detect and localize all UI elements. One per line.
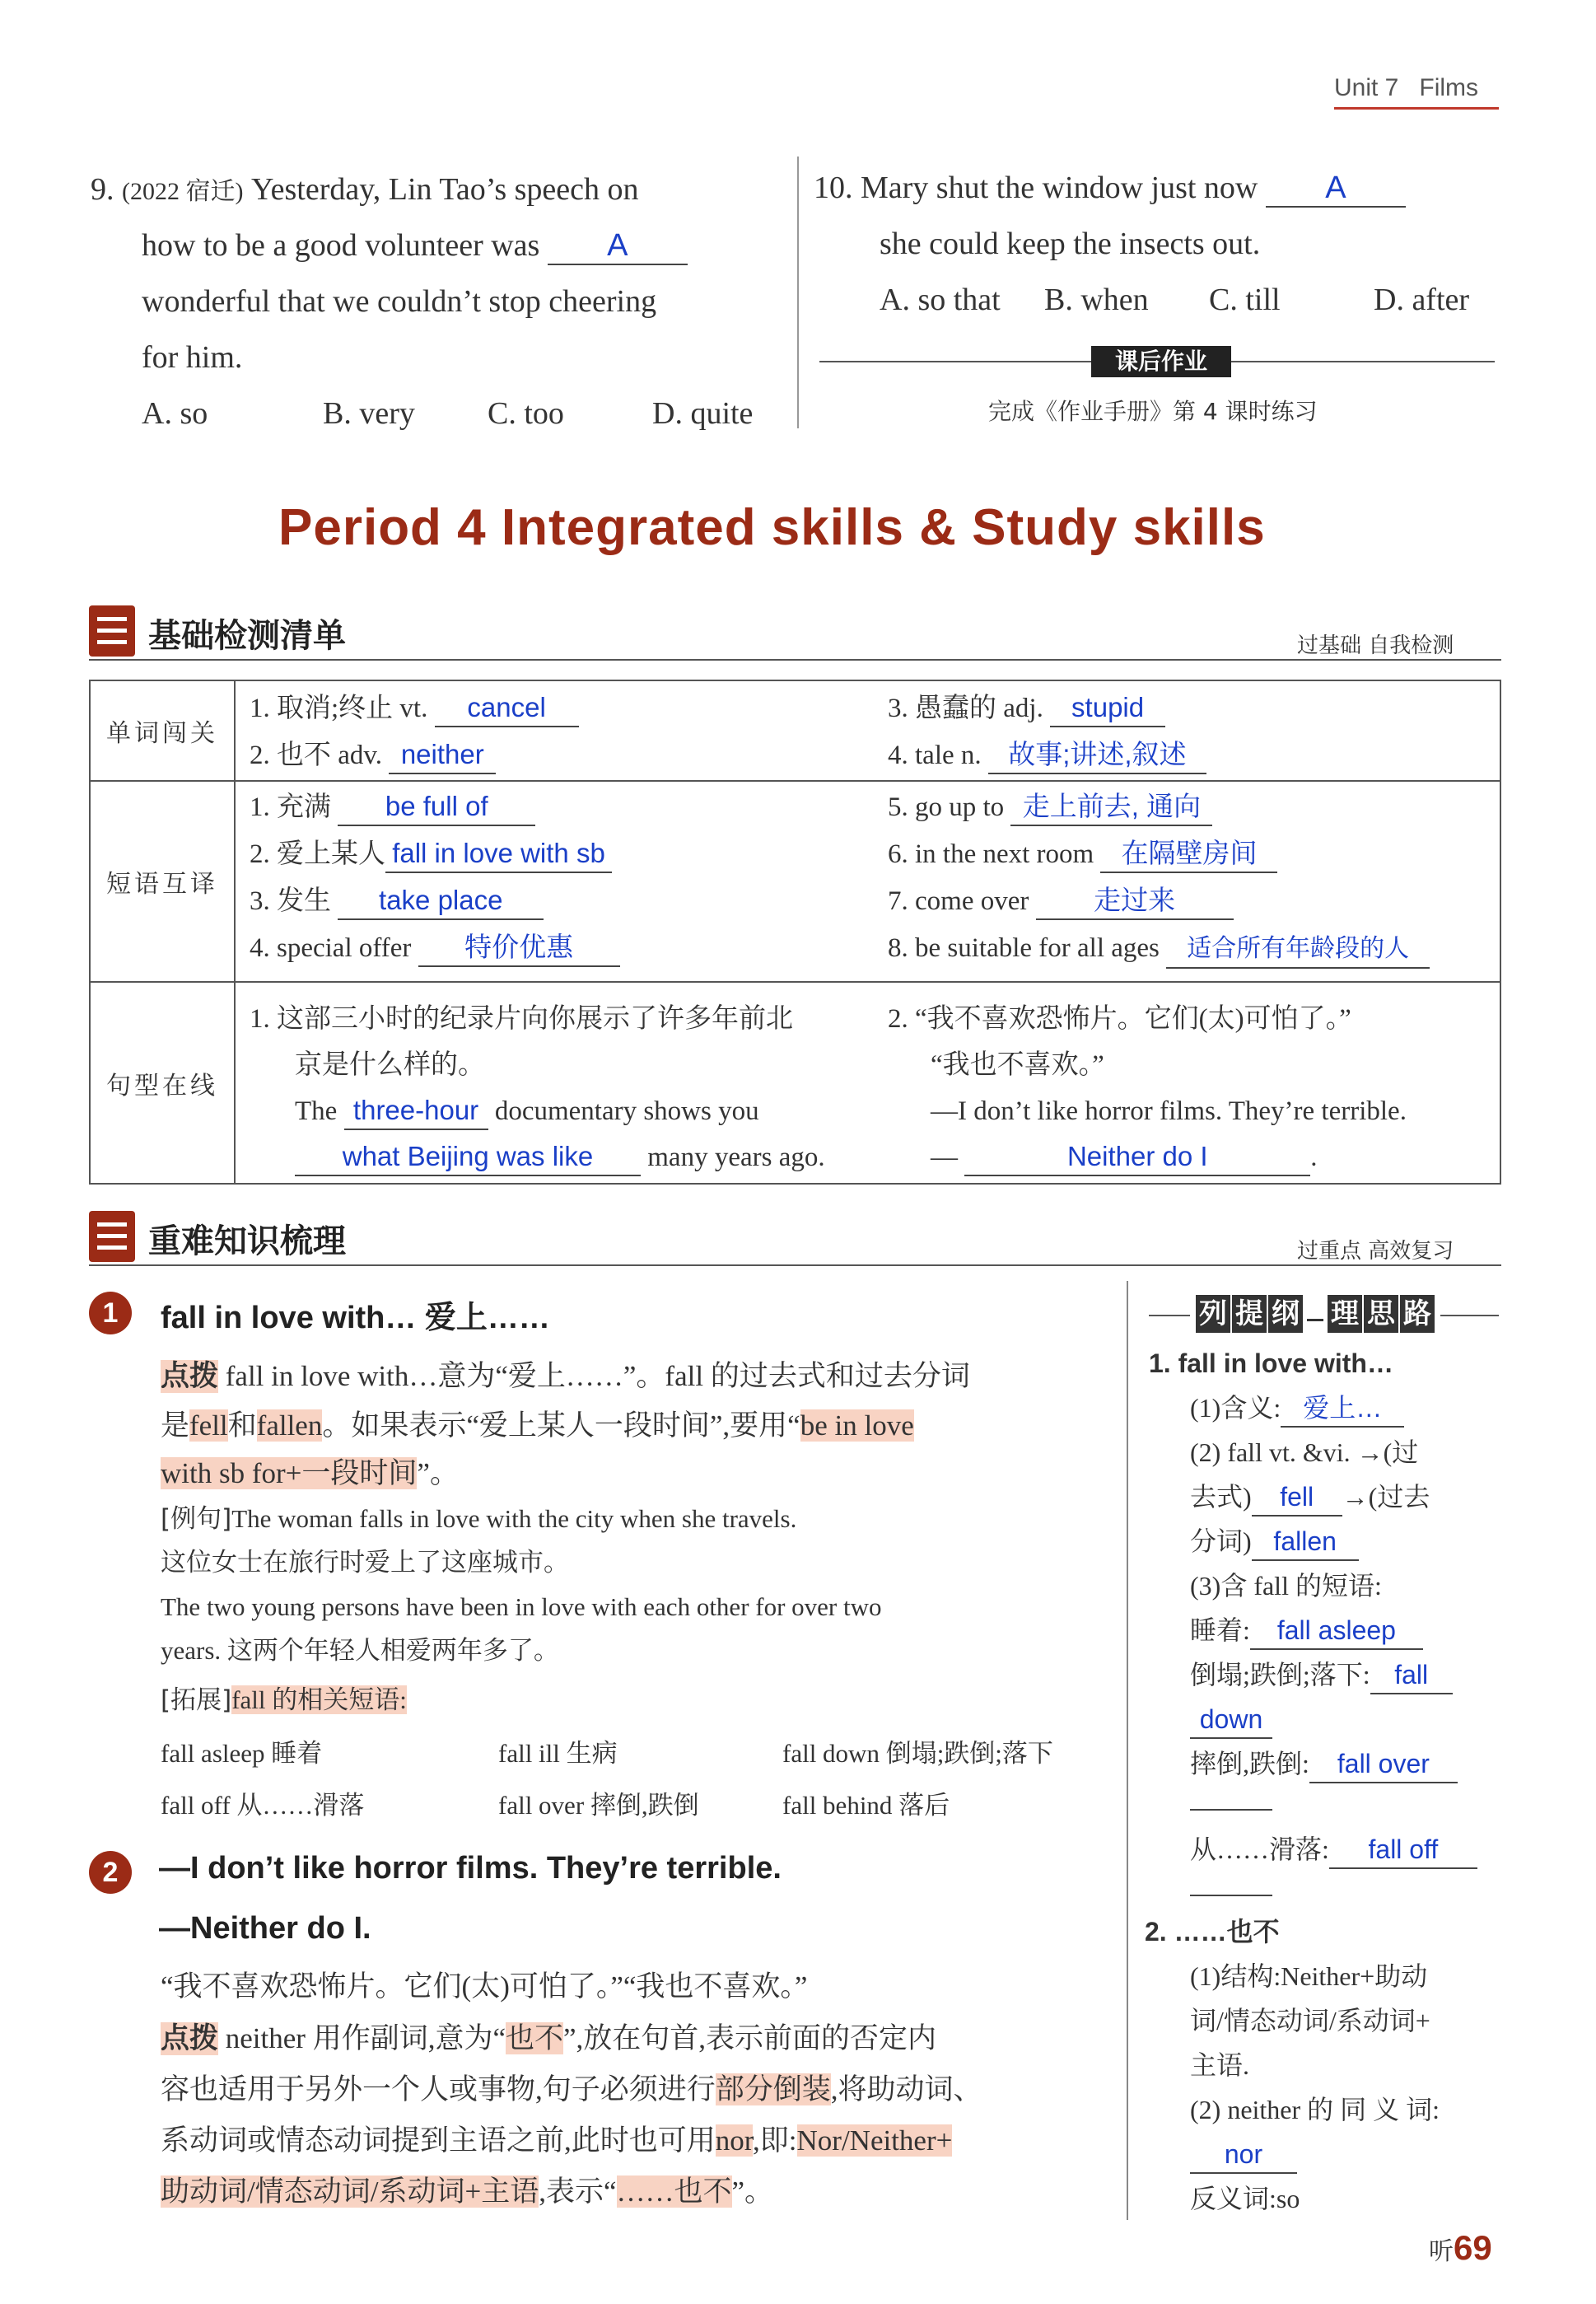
q9-line2 [142, 217, 688, 273]
q9-number: 9. [91, 172, 114, 207]
sentence1-the: The [295, 1096, 338, 1126]
sidebar-over-answer: fall over [1309, 1746, 1458, 1783]
phrase-item-2 [250, 834, 612, 875]
q9-line3: wonderful that we couldn’t stop cheering [142, 284, 657, 319]
phrase-item-6 [888, 834, 1277, 875]
phrase-q7: 7. come over [888, 886, 1029, 916]
section2-title: 重难知识梳理 [148, 1222, 346, 1260]
point1-line2 [161, 1402, 914, 1450]
phrase-q8: 8. be suitable for all ages [888, 933, 1160, 963]
unit-label: Unit 7 [1334, 74, 1399, 101]
point1-title: fall in love with… 爱上…… [161, 1301, 550, 1335]
phrase-a3: take place [338, 882, 544, 920]
phrase-q5: 5. go up to [888, 792, 1005, 822]
phrase-a6: 在隔壁房间 [1100, 835, 1277, 873]
section1-title: 基础检测清单 [148, 617, 346, 655]
sidebar-synonym [1190, 2132, 1297, 2176]
ext-phrase-5: fall over 摔倒,跌倒 [498, 1791, 699, 1820]
vocab-category: 单词闯关 [106, 719, 218, 748]
sidebar-off-label: 从……滑落: [1190, 1834, 1329, 1864]
sentence1-cn-line1: 1. 这部三小时的纪录片向你展示了许多年前北 [250, 1004, 793, 1034]
unit-header [1334, 74, 1478, 102]
sentence2-en-line1: —I don’t like horror films. They’re terrible. [931, 1096, 1407, 1126]
phrase-a4: 特价优惠 [418, 929, 620, 967]
q10-option-c: C. till [1209, 283, 1281, 317]
phrase-item-4 [250, 928, 620, 969]
sidebar-fell: fell [1252, 1479, 1342, 1517]
sentence1-en-line1 [295, 1091, 759, 1132]
q10-option-b: B. when [1044, 283, 1149, 317]
point1-example1-cn: 这位女士在旅行时爱上了这座城市。 [161, 1548, 569, 1577]
point2-p4 [161, 2168, 773, 2216]
point2-p2a: 容也适用于另外一个人或事物,句子必须进行 [161, 2073, 716, 2105]
sidebar-past-label: 去式) [1190, 1482, 1252, 1512]
point1-fallen: fallen [256, 1409, 323, 1442]
point1-example1 [161, 1495, 796, 1543]
example1-en: The woman falls in love with the city when she travels. [231, 1504, 797, 1533]
page-number-value: 69 [1454, 2228, 1492, 2267]
sentence-category-cell [90, 982, 235, 1184]
unit-topic: Films [1419, 74, 1479, 101]
section2-subtitle: 过重点 高效复习 [1297, 1239, 1454, 1264]
point2-p3b: ,即: [753, 2124, 797, 2157]
sidebar-past [1190, 1474, 1430, 1519]
sidebar-meaning-answer: 爱上… [1281, 1390, 1404, 1428]
sidebar-tags [1190, 1295, 1440, 1333]
point2-nor-neither: Nor/Neither+ [796, 2124, 953, 2157]
point2-p2 [161, 2066, 982, 2114]
sidebar-phrases-label: (3)含 fall 的短语: [1190, 1571, 1382, 1601]
phrase-a8: 适合所有年龄段的人 [1166, 931, 1430, 969]
vocab-item-1 [250, 688, 579, 729]
ext-phrase-6: fall behind 落后 [782, 1791, 950, 1820]
tag-6: 路 [1400, 1295, 1435, 1333]
sidebar-item1-title: 1. fall in love with… [1149, 1348, 1393, 1378]
tag-3: 纲 [1268, 1295, 1303, 1333]
point2-p4b: ,表示“ [539, 2175, 617, 2208]
sidebar-participle-label: 分词) [1190, 1526, 1252, 1556]
q9-text2: how to be a good volunteer was [142, 228, 540, 263]
q10-line1 [814, 160, 1406, 216]
sentence1-mid: documentary shows you [494, 1096, 759, 1126]
point2-p1 [161, 2015, 936, 2063]
sidebar-past-arrow: →(过去 [1342, 1482, 1430, 1512]
q9-option-c: C. too [488, 396, 564, 431]
point2-nor: nor [715, 2124, 754, 2157]
vocab-category-cell [90, 680, 235, 781]
phrase-category: 短语互译 [106, 870, 218, 899]
point2-p4c: ”。 [731, 2175, 774, 2208]
point2-yebu: 也不 [505, 2022, 563, 2054]
point1-be-in-love: be in love [800, 1409, 914, 1442]
sentence2-en-line2 [931, 1137, 1318, 1178]
sentence2-dash: — [931, 1143, 958, 1172]
sidebar-over-label: 摔倒,跌倒: [1190, 1749, 1309, 1778]
sentence1-en-line2 [295, 1137, 825, 1178]
sentence1-answer1: three-hour [344, 1092, 488, 1130]
phrase-a1: be full of [338, 788, 535, 826]
q9-option-a: A. so [142, 396, 208, 431]
sentence1-cn-line2: 京是什么样的。 [295, 1050, 485, 1080]
phrase-item-7 [888, 881, 1234, 922]
point2-inversion: 部分倒装 [715, 2073, 831, 2105]
q10-option-d: D. after [1374, 283, 1470, 317]
vocab-item-4 [888, 735, 1206, 776]
point1-l1: fall in love with…意为“爱上……”。fall 的过去式和过去分词 [225, 1360, 970, 1392]
point2-yebu-2: ……也不 [616, 2175, 732, 2208]
point2-line1: —I don’t like horror films. They’re terrible. [159, 1851, 782, 1886]
tag-1: 列 [1196, 1295, 1230, 1333]
phrase-q1: 1. 充满 [250, 792, 331, 822]
homework-label: 课后作业 [1091, 346, 1231, 377]
homework-text: 完成《作业手册》第 4 课时练习 [988, 398, 1318, 425]
point1-l3b: ”。 [417, 1457, 459, 1489]
point2-p1a: neither 用作副词,意为“ [225, 2022, 506, 2054]
notebook-icon [89, 605, 135, 657]
sidebar-meaning-label: (1)含义: [1190, 1393, 1281, 1423]
sentence1-answer2: what Beijing was like [295, 1138, 641, 1176]
point2-dianbo: 点拨 [161, 2022, 219, 2055]
q9-option-b: B. very [323, 396, 415, 431]
vocab-q4: 4. tale n. [888, 741, 982, 770]
sidebar-asleep-answer: fall asleep [1250, 1612, 1423, 1650]
sidebar-antonym: 反义词:so [1190, 2184, 1300, 2213]
notebook-icon-2 [89, 1211, 135, 1262]
sidebar-down-answer1: fall [1370, 1657, 1453, 1694]
vocab-q1: 1. 取消;终止 vt. [250, 694, 428, 723]
q9-option-d: D. quite [652, 396, 754, 431]
sidebar-fallen: fallen [1252, 1523, 1359, 1561]
tag-4: 理 [1328, 1295, 1362, 1333]
sidebar-participle [1190, 1519, 1359, 1563]
sentence1-end: many years ago. [647, 1143, 825, 1172]
sidebar-structure-1: (1)结构:Neither+助动 [1190, 1961, 1428, 1991]
phrase-a2: fall in love with sb [385, 835, 612, 873]
sentence2-cn-line2: “我也不喜欢。” [931, 1050, 1104, 1080]
point1-l2b: 和 [227, 1409, 257, 1442]
period-title: Period 4 Integrated skills & Study skills [278, 499, 1266, 556]
sidebar-down-answer2: down [1190, 1701, 1272, 1739]
sidebar-synonym-label: (2) neither 的 同 义 词: [1190, 2095, 1440, 2124]
point1-extension [161, 1676, 407, 1724]
sidebar-meaning [1190, 1386, 1404, 1430]
vocab-q3: 3. 愚蠢的 adj. [888, 694, 1043, 723]
extension-tag: [拓展] [161, 1685, 232, 1715]
point1-example2: The two young persons have been in love with each other for over two [161, 1592, 882, 1621]
ext-phrase-3: fall down 倒塌;跌倒;落下 [782, 1739, 1053, 1768]
sidebar-structure-3: 主语. [1190, 2050, 1250, 2080]
q9-line4: for him. [142, 340, 243, 375]
sidebar-blank-line [1190, 1809, 1272, 1811]
tag-dash [1307, 1319, 1323, 1321]
sentence2-cn-line1: 2. “我不喜欢恐怖片。它们(太)可怕了。” [888, 1004, 1351, 1034]
point1-dianbo: 点拨 [161, 1360, 219, 1393]
column-divider [797, 157, 799, 428]
point2-p1b: ”,放在句首,表示前面的否定内 [563, 2022, 937, 2054]
phrase-item-3 [250, 881, 544, 922]
tag-5: 思 [1364, 1295, 1398, 1333]
section1-rule [89, 659, 1501, 661]
point2-p3a: 系动词或情态动词提到主语之前,此时也可用 [161, 2124, 716, 2157]
sidebar-down-label: 倒塌;跌倒;落下: [1190, 1660, 1370, 1689]
header-underline [1334, 107, 1499, 110]
ext-phrase-4: fall off 从……滑落 [161, 1791, 365, 1820]
point1-line1 [161, 1353, 970, 1400]
q9-source: (2022 宿迁) [122, 178, 244, 205]
sidebar-synonym-answer: nor [1190, 2136, 1297, 2174]
sidebar-over [1190, 1741, 1458, 1786]
vocab-item-2 [250, 735, 496, 776]
phrase-item-1 [250, 787, 535, 828]
page-number [1429, 2228, 1492, 2268]
section2-rule [89, 1264, 1501, 1266]
vocab-a3: stupid [1050, 689, 1165, 727]
point1-l2a: 是 [161, 1409, 190, 1442]
sidebar-blank-line-2 [1190, 1895, 1272, 1896]
q10-option-a: A. so that [880, 283, 1001, 317]
point1-line3 [161, 1450, 459, 1498]
q9-answer: A [548, 227, 688, 265]
phrase-q6: 6. in the next room [888, 839, 1094, 869]
phrase-q3: 3. 发生 [250, 886, 331, 916]
sidebar-off-answer: fall off [1329, 1831, 1477, 1869]
phrase-q2: 2. 爱上某人 [250, 839, 385, 869]
q10-number: 10. [814, 171, 853, 205]
q9-line1 [91, 161, 639, 220]
tag-2: 提 [1232, 1295, 1267, 1333]
point1-number: 1 [89, 1292, 132, 1334]
ext-phrase-1: fall asleep 睡着 [161, 1739, 323, 1768]
phrase-category-cell [90, 781, 235, 982]
sidebar-structure-2: 词/情态动词/系动词+ [1190, 2006, 1430, 2035]
vocab-item-3 [888, 688, 1165, 729]
sidebar-asleep-label: 睡着: [1190, 1615, 1250, 1645]
point2-structure: 助动词/情态动词/系动词+主语 [161, 2175, 539, 2208]
sidebar-fall-forms: (2) fall vt. &vi. →(过 [1190, 1437, 1419, 1467]
phrase-a5: 走上前去, 通向 [1010, 788, 1212, 826]
phrase-a7: 走过来 [1036, 882, 1234, 920]
vocab-a4: 故事;讲述,叙述 [988, 736, 1206, 774]
point1-l2c: 。如果表示“爱上某人一段时间”,要用“ [322, 1409, 800, 1442]
point2-cn: “我不喜欢恐怖片。它们(太)可怕了。”“我也不喜欢。” [161, 1970, 808, 2003]
phrase-q4: 4. special offer [250, 933, 412, 963]
sidebar-down [1190, 1652, 1453, 1697]
point1-with-sb: with sb for+一段时间 [161, 1457, 418, 1489]
q10-text1: Mary shut the window just now [861, 171, 1258, 205]
sidebar-down-2 [1190, 1697, 1272, 1741]
point2-line2: —Neither do I. [159, 1911, 371, 1946]
q10-line2: she could keep the insects out. [880, 227, 1261, 261]
q9-text1: Yesterday, Lin Tao’s speech on [250, 172, 639, 207]
ext-phrase-2: fall ill 生病 [498, 1739, 618, 1768]
phrase-item-8 [888, 928, 1430, 969]
point1-example2b: years. 这两个年轻人相爱两年多了。 [161, 1636, 559, 1665]
q10-answer: A [1266, 170, 1406, 208]
vocab-a2: neither [389, 736, 496, 774]
point2-number: 2 [89, 1851, 132, 1894]
sidebar-asleep [1190, 1608, 1423, 1652]
example-tag: [例句] [161, 1504, 232, 1534]
point1-fell: fell [189, 1409, 228, 1442]
section1-subtitle: 过基础 自我检测 [1297, 633, 1454, 658]
sidebar-divider [1127, 1281, 1128, 2220]
sentence-category: 句型在线 [106, 1071, 218, 1101]
vocab-q2: 2. 也不 adv. [250, 741, 383, 770]
point2-p3 [161, 2117, 952, 2165]
sentence2-period: . [1310, 1143, 1318, 1172]
sidebar-off [1190, 1827, 1477, 1872]
phrase-item-5 [888, 787, 1212, 828]
extension-title: fall 的相关短语: [231, 1685, 407, 1714]
sidebar-item2-title: 2. ……也不 [1145, 1917, 1280, 1946]
vocab-a1: cancel [435, 689, 579, 727]
page-prefix: 听 [1429, 2237, 1454, 2266]
sentence2-answer: Neither do I [964, 1138, 1310, 1176]
point2-p2b: ,将助动词、 [830, 2073, 982, 2105]
